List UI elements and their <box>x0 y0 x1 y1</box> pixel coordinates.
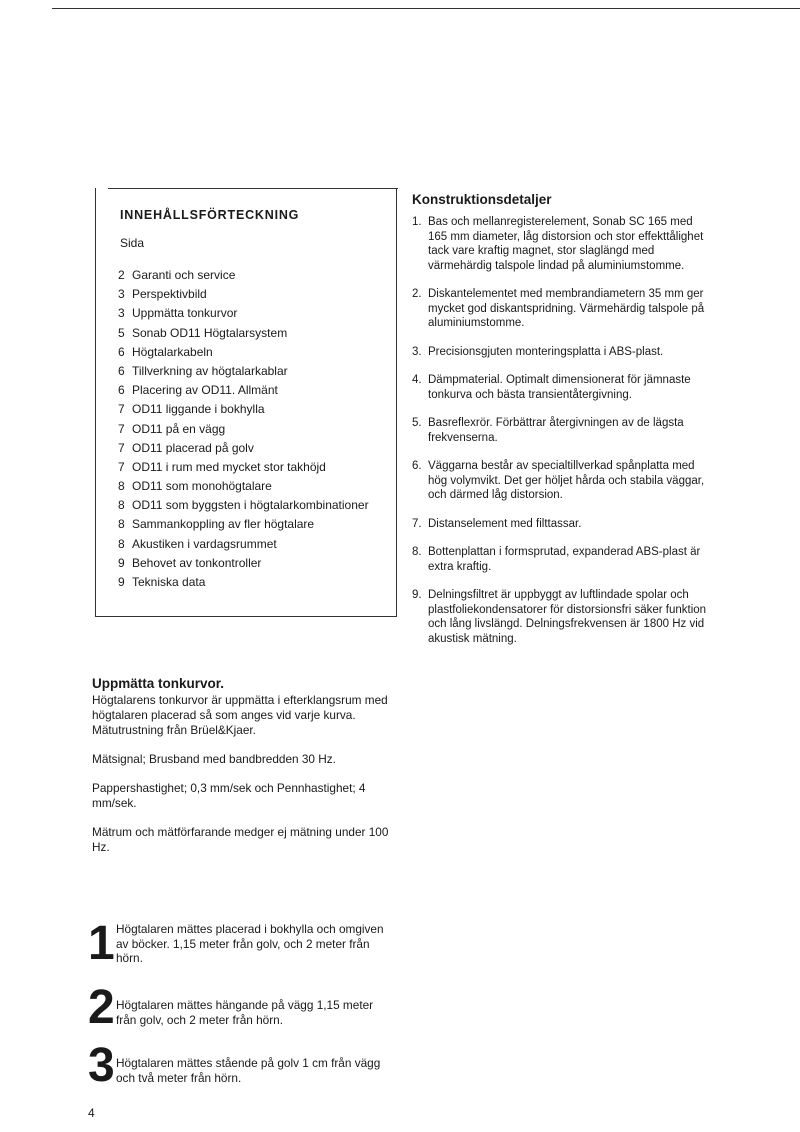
measurement-text: Högtalaren mättes hängande på vägg 1,15 meter från golv, och 2 meter från hörn. <box>116 998 374 1027</box>
toc-item <box>118 285 388 304</box>
detail-text: Bottenplattan i formsprutad, expanderad ABS-plast är extra kraftig. <box>428 546 701 573</box>
toc-item-page: 6 <box>118 383 125 398</box>
toc-item-page: 8 <box>118 498 125 513</box>
detail-number: 5. <box>412 417 422 429</box>
measurement-number: 1 <box>88 917 115 970</box>
detail-text: Bas och mellanregisterelement, Sonab SC 165 med 165 mm diameter, låg distorsion och stor effekttålighet tack vare kraftig magnet, stor slaglängd med värmehärdig talspole lindad på aluminiumstomme. <box>428 216 704 272</box>
toc-item-label: OD11 som byggsten i högtalarkombinationer <box>132 498 369 513</box>
toc-item <box>118 554 388 573</box>
toc-item-label: Garanti och service <box>132 268 236 282</box>
toc-item-page: 7 <box>118 440 125 455</box>
toc-item-label: OD11 som monohögtalare <box>132 479 272 494</box>
toc-item-label: Behovet av tonkontroller <box>132 555 262 570</box>
measured-response-section <box>92 676 392 869</box>
toc-item-page: 5 <box>118 325 125 340</box>
detail-number: 3. <box>412 345 422 358</box>
toc-item-label: OD11 liggande i bokhylla <box>132 402 265 417</box>
toc-item-label: Sonab OD11 Högtalarsystem <box>132 325 288 340</box>
measured-response-paragraph: Mätrum och mätförfarande medger ej mätning under 100 Hz. <box>92 825 389 854</box>
toc-item-page: 7 <box>118 459 125 474</box>
toc-item <box>118 496 388 515</box>
toc-item-label: OD11 i rum med mycket stor takhöjd <box>132 459 326 474</box>
toc-item-page: 3 <box>118 306 125 321</box>
detail-item <box>412 459 712 503</box>
toc-item <box>118 535 388 554</box>
detail-item <box>412 588 712 646</box>
detail-text: Precisionsgjuten monteringsplatta i ABS-plast. <box>428 345 664 358</box>
toc-item-page: 9 <box>118 575 125 589</box>
toc-item <box>118 400 388 419</box>
measured-response-title: Uppmätta tonkurvor. <box>92 676 225 691</box>
toc-item-label: Placering av OD11. Allmänt <box>132 383 278 398</box>
toc-item-page: 6 <box>118 363 125 378</box>
measurement-text: Högtalaren mättes stående på golv 1 cm från vägg och två meter från hörn. <box>116 1056 381 1085</box>
toc-list <box>118 266 388 592</box>
measurement-number: 3 <box>88 1039 115 1092</box>
toc-item-page: 8 <box>118 536 125 551</box>
measurement-text: Högtalaren mättes placerad i bokhylla och omgiven av böcker. 1,15 meter från golv, och 2 meter från hörn. <box>116 922 384 965</box>
toc-item <box>118 362 388 381</box>
detail-number: 7. <box>412 517 422 530</box>
toc-item-page: 8 <box>118 517 125 532</box>
toc-item-label: Perspektivbild <box>132 287 207 302</box>
detail-text: Basreflexrör. Förbättrar återgivningen av de lägsta frekvenserna. <box>428 417 684 444</box>
detail-text: Delningsfiltret är uppbyggt av luftlindade spolar och plastfoliekondensatorer för distorsionsfri säker funktion och lång livslängd. Delningsfrekvensen är 1800 Hz vid akustisk mätning. <box>428 589 707 645</box>
detail-item <box>412 287 712 331</box>
toc-item-page: 2 <box>118 268 125 282</box>
toc-item <box>118 304 388 323</box>
toc-item-label: Sammankoppling av fler högtalare <box>132 517 315 532</box>
top-rule <box>52 8 800 9</box>
toc-item <box>118 343 388 362</box>
toc-item-label: Akustiken i vardagsrummet <box>132 536 277 551</box>
detail-item <box>412 416 712 445</box>
toc-item-label: Uppmätta tonkurvor <box>132 306 238 321</box>
detail-item <box>412 545 712 574</box>
toc-item <box>118 420 388 439</box>
page-number: 4 <box>88 1106 95 1120</box>
detail-number: 9. <box>412 589 422 601</box>
construction-details-list <box>412 215 712 646</box>
toc-item <box>118 573 388 592</box>
detail-text: Distanselement med filttassar. <box>428 517 582 530</box>
toc-item-page: 3 <box>118 287 125 302</box>
toc-item-page: 8 <box>118 479 125 494</box>
detail-text: Diskantelementet med membrandiametern 35 mm ger mycket god diskantspridning. Värmehärdig talspole på aluminiumstomme. <box>428 288 705 329</box>
detail-number: 6. <box>412 460 422 472</box>
detail-number: 4. <box>412 374 422 386</box>
table-of-contents <box>95 188 397 617</box>
detail-text: Dämpmaterial. Optimalt dimensionerat för jämnaste tonkurva och bästa transientåtergivning. <box>428 374 691 401</box>
detail-number: 2. <box>412 288 422 300</box>
detail-number: 8. <box>412 546 422 558</box>
toc-item-page: 6 <box>118 344 125 359</box>
toc-item <box>118 381 388 400</box>
detail-text: Väggarna består av specialtillverkad spånplatta med hög volymvikt. Det ger höljet hårda och stabila väggar, och därmed låg distorsion. <box>428 460 705 501</box>
detail-item <box>412 215 712 273</box>
measured-response-paragraph: Mätsignal; Brusband med bandbredden 30 Hz. <box>92 752 336 766</box>
toc-item-label: OD11 placerad på golv <box>132 440 254 455</box>
toc-title: INNEHÅLLSFÖRTECKNING <box>120 208 300 222</box>
toc-item-page: 9 <box>118 555 125 570</box>
toc-item <box>118 458 388 477</box>
detail-number: 1. <box>412 216 422 228</box>
construction-details-title: Konstruktionsdetaljer <box>412 192 552 207</box>
toc-page-column-label: Sida <box>120 236 145 250</box>
toc-item-label: OD11 på en vägg <box>132 421 226 436</box>
toc-item <box>118 477 388 496</box>
detail-item <box>412 373 712 402</box>
detail-item <box>412 517 712 532</box>
toc-item-page: 7 <box>118 402 125 417</box>
toc-item <box>118 515 388 534</box>
toc-item-label: Tekniska data <box>132 575 206 589</box>
toc-item-label: Tillverkning av högtalarkablar <box>132 363 288 378</box>
measurement-number: 2 <box>88 981 115 1034</box>
toc-item <box>118 266 388 285</box>
toc-item <box>118 324 388 343</box>
toc-item-page: 7 <box>118 421 125 436</box>
construction-details <box>412 192 712 660</box>
measured-response-paragraph: Högtalarens tonkurvor är uppmätta i efterklangsrum med högtalaren placerad så som anges vid varje kurva. Mätutrustning från Brüel&Kjaer. <box>92 693 388 737</box>
detail-item <box>412 345 712 360</box>
measured-response-paragraph: Pappershastighet; 0,3 mm/sek och Pennhastighet; 4 mm/sek. <box>92 781 366 810</box>
toc-item-label: Högtalarkabeln <box>132 344 213 359</box>
toc-item <box>118 439 388 458</box>
